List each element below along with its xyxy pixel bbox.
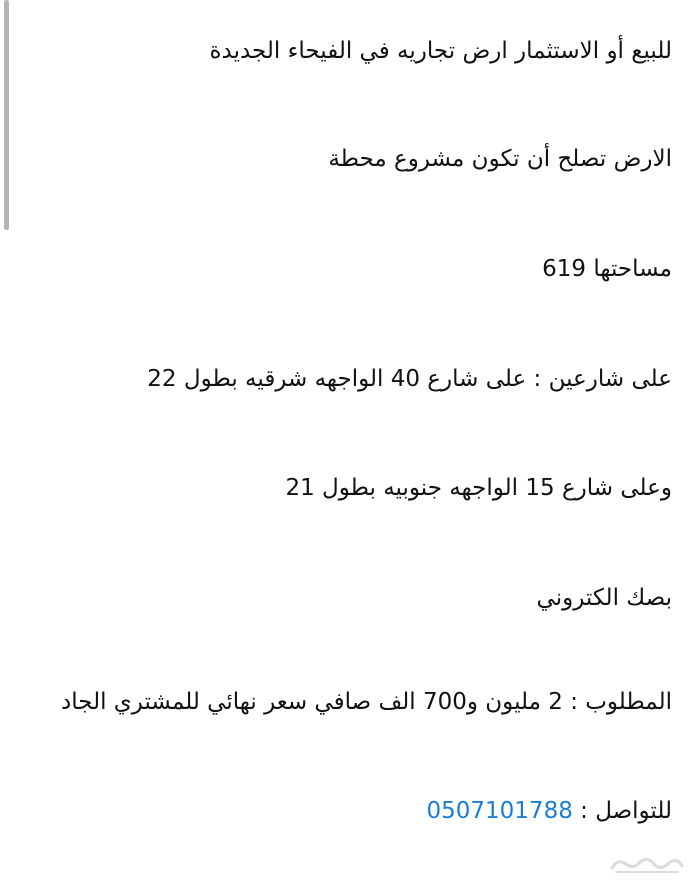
haraj-logo-watermark-icon <box>608 850 686 876</box>
listing-line-price: المطلوب : 2 مليون و700 الف صافي سعر نهائي للمشتري الجاد <box>60 689 672 715</box>
contact-phone-link[interactable]: 0507101788 <box>426 798 573 824</box>
listing-line-street-40: على شارعين : على شارع 40 الواجهه شرقيه بطول 22 <box>147 366 672 392</box>
scrollbar[interactable] <box>4 0 9 230</box>
listing-line-title: للبيع أو الاستثمار ارض تجاريه في الفيحاء الجديدة <box>209 38 672 64</box>
listing-line-purpose: الارض تصلح أن تكون مشروع محطة <box>328 146 672 172</box>
listing-line-street-15: وعلى شارع 15 الواجهه جنوبيه بطول 21 <box>285 475 672 501</box>
listing-line-deed: بصك الكتروني <box>536 585 672 611</box>
contact-label: للتواصل : <box>572 798 672 824</box>
contact-line <box>427 795 673 827</box>
listing-line-area: مساحتها 619 <box>542 256 672 282</box>
